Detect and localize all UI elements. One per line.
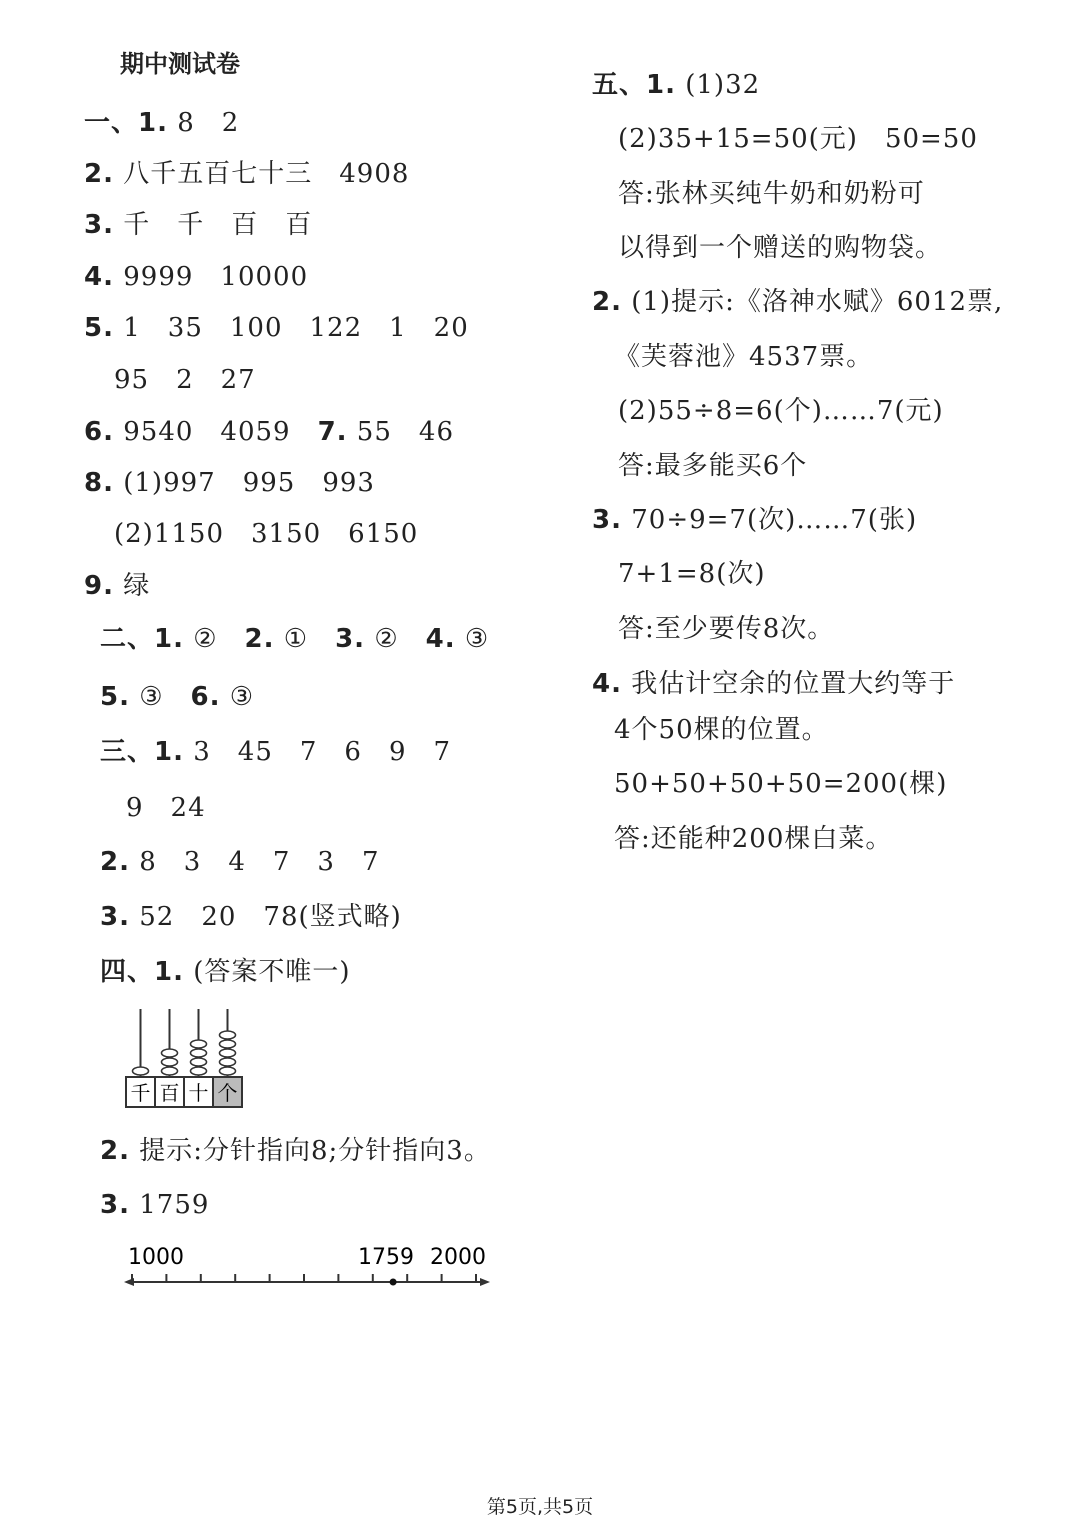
answer-line: 三、1. 3 45 7 6 9 7 bbox=[100, 737, 452, 767]
page-title: 期中测试卷 bbox=[120, 50, 240, 78]
answer-line: 答:张林买纯牛奶和奶粉可 bbox=[618, 179, 925, 209]
abacus-bead bbox=[162, 1058, 178, 1066]
answer-line: 4. 我估计空余的位置大约等于 bbox=[592, 669, 956, 699]
numberline-mark-point bbox=[390, 1279, 397, 1286]
abacus-label-ones: 个 bbox=[217, 1081, 238, 1105]
answer-line: 95 2 27 bbox=[114, 365, 256, 395]
answer-line: 9 24 bbox=[126, 793, 206, 823]
answer-line: 50+50+50+50=200(棵) bbox=[614, 769, 948, 799]
answer-line: 2. 提示:分针指向8;分针指向3。 bbox=[100, 1136, 491, 1166]
numberline-right-arrow bbox=[480, 1278, 490, 1286]
answer-line: 答:至少要传8次。 bbox=[618, 614, 835, 644]
abacus-bead bbox=[220, 1067, 236, 1075]
abacus-bead bbox=[220, 1031, 236, 1039]
answer-line: 3. 千 千 百 百 bbox=[84, 210, 313, 240]
abacus-label-tens: 十 bbox=[188, 1081, 209, 1105]
answer-line: 2. 八千五百七十三 4908 bbox=[84, 159, 410, 189]
abacus-bead bbox=[162, 1049, 178, 1057]
answer-line: 答:还能种200棵白菜。 bbox=[614, 824, 893, 854]
answer-line: 6. 9540 4059 7. 55 46 bbox=[84, 417, 454, 447]
answer-line: 3. 52 20 78(竖式略) bbox=[100, 902, 402, 932]
abacus-bead bbox=[191, 1040, 207, 1048]
abacus-bead bbox=[133, 1067, 149, 1075]
abacus-bead bbox=[220, 1058, 236, 1066]
answer-line: 3. 1759 bbox=[100, 1190, 210, 1220]
answer-line: 二、1. ② 2. ① 3. ② 4. ③ bbox=[100, 624, 490, 654]
numberline-start-label: 1000 bbox=[128, 1245, 184, 1270]
abacus-label-thousands: 千 bbox=[130, 1081, 151, 1105]
answer-line: 8. (1)997 995 993 bbox=[84, 468, 375, 498]
answer-line: 以得到一个赠送的购物袋。 bbox=[618, 233, 943, 263]
page-footer: 第5页,共5页 bbox=[486, 1496, 594, 1518]
numberline-end-label: 2000 bbox=[430, 1245, 486, 1270]
answer-line: 5. 1 35 100 122 1 20 bbox=[84, 313, 469, 343]
answer-line: 五、1. (1)32 bbox=[592, 70, 761, 100]
answer-line: 2. (1)提示:《洛神水赋》6012票, bbox=[592, 287, 1004, 317]
answer-line: 一、1. 8 2 bbox=[84, 108, 240, 138]
number-line bbox=[118, 1238, 498, 1294]
answer-line: 答:最多能买6个 bbox=[618, 451, 808, 481]
abacus-bead bbox=[220, 1040, 236, 1048]
answer-line: 2. 8 3 4 7 3 7 bbox=[100, 847, 380, 877]
abacus-bead bbox=[220, 1049, 236, 1057]
answer-line: 四、1. (答案不唯一) bbox=[100, 957, 351, 987]
abacus-bead bbox=[191, 1067, 207, 1075]
answer-line: (2)1150 3150 6150 bbox=[114, 519, 419, 549]
abacus-figure bbox=[120, 1005, 250, 1115]
abacus-bead bbox=[191, 1058, 207, 1066]
answer-line: 9. 绿 bbox=[84, 571, 151, 601]
abacus-bead bbox=[162, 1067, 178, 1075]
abacus-label-hundreds: 百 bbox=[159, 1081, 180, 1105]
answer-line: 7+1=8(次) bbox=[618, 559, 766, 589]
abacus-bead bbox=[191, 1049, 207, 1057]
answer-line: 4个50棵的位置。 bbox=[614, 715, 829, 745]
answer-line: (2)35+15=50(元) 50=50 bbox=[618, 124, 978, 154]
answer-line: 《芙蓉池》4537票。 bbox=[614, 342, 874, 372]
numberline-mark-label: 1759 bbox=[358, 1245, 414, 1270]
answer-line: 5. ③ 6. ③ bbox=[100, 682, 255, 712]
answer-line: 4. 9999 10000 bbox=[84, 262, 309, 292]
answer-line: 3. 70÷9=7(次)……7(张) bbox=[592, 505, 918, 535]
answer-line: (2)55÷8=6(个)……7(元) bbox=[618, 396, 944, 426]
